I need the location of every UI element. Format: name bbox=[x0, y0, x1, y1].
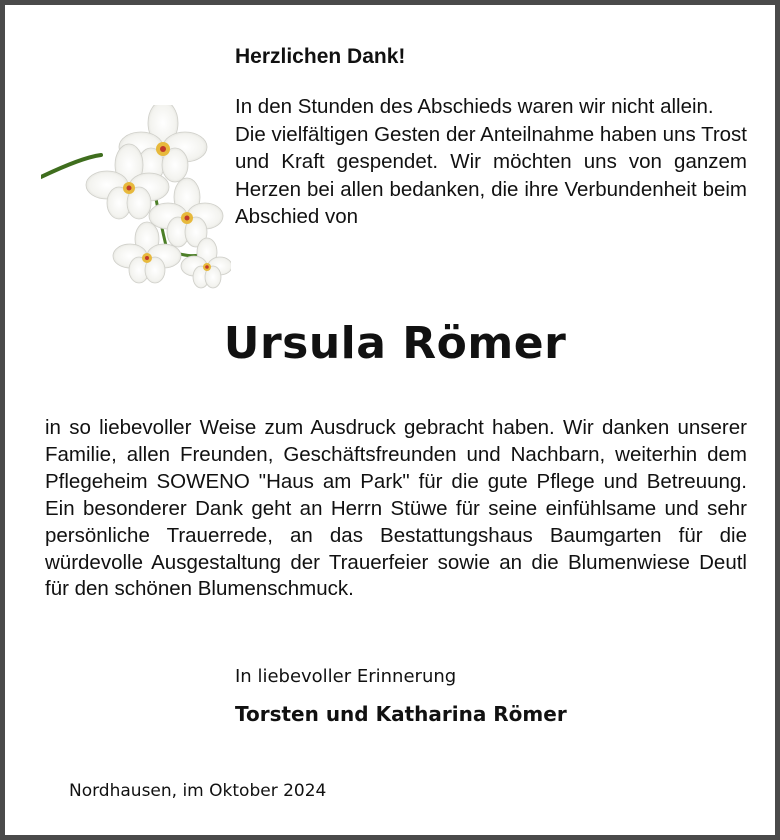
notice-heading: Herzlichen Dank! bbox=[235, 45, 406, 68]
orchid-image bbox=[41, 105, 231, 290]
thanks-body-text: in so liebevoller Weise zum Ausdruck gebracht haben. Wir danken unserer Familie, allen Freunden, Geschäftsfreunden und Nachbarn, weiterhin dem Pflegeheim SOWENO "Haus am Park" für die gute Pflege und Betreuung. Ein besonderer Dank geht an Herrn Stüwe für seine einfühlsame und sehr persönliche Trauerrede, an das Bestattungshaus Baumgarten für die würdevolle Ausgestaltung der Trauerfeier sowie an die Blumenwiese Deutl für den schönen Blumenschmuck. bbox=[45, 416, 747, 601]
signers-names: Torsten und Katharina Römer bbox=[235, 702, 567, 726]
intro-line-1: In den Stunden des Abschieds waren wir nicht allein. bbox=[235, 95, 714, 118]
place-date: Nordhausen, im Oktober 2024 bbox=[69, 781, 327, 801]
intro-line-2: Die vielfältigen Gesten der Anteilnahme haben uns Trost und Kraft gespendet. Wir möchten uns von ganzem Herzen bei allen bedanken, die ihre Verbundenheit beim Abschied von bbox=[235, 122, 747, 228]
intro-text bbox=[235, 93, 747, 231]
memory-line: In liebevoller Erinnerung bbox=[235, 666, 457, 687]
deceased-name: Ursula Römer bbox=[223, 318, 567, 369]
